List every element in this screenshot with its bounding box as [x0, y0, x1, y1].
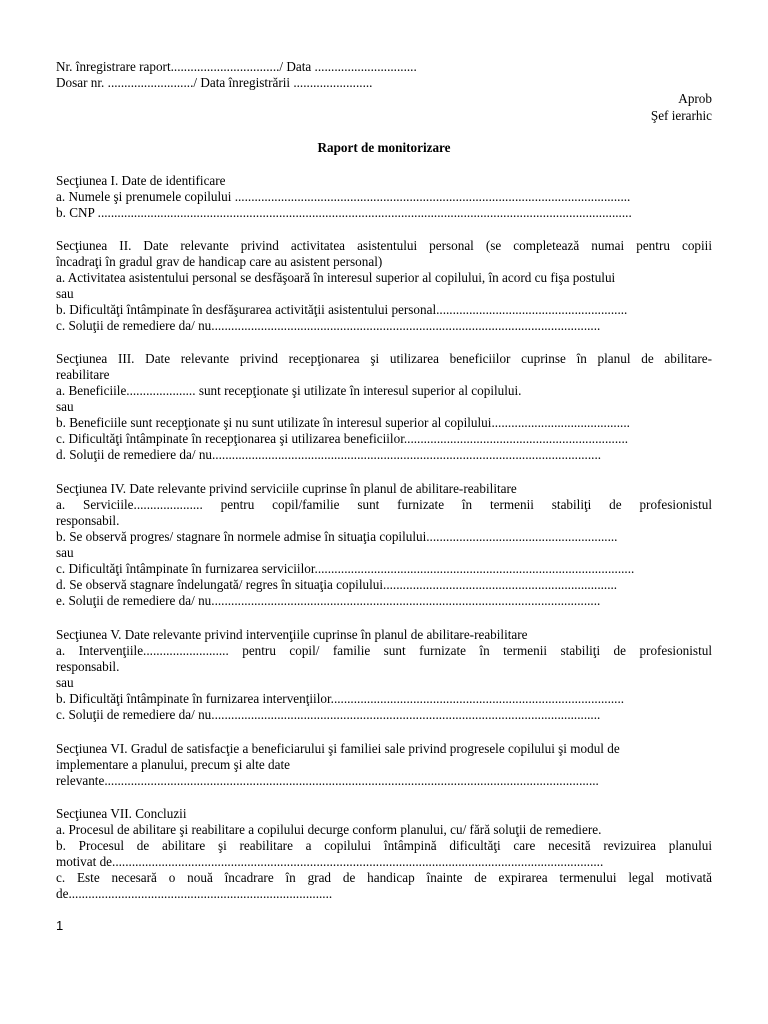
- section-7-line: a. Procesul de abilitare şi reabilitare a copilului decurge conform planului, cu/ fără soluţii de remediere.: [56, 822, 602, 837]
- section-2-line: b. Dificultăţi întâmpinate în desfăşurarea activităţii asistentului personal..........................................................: [56, 302, 628, 317]
- page-number: 1: [56, 918, 64, 933]
- section-4-line: sau: [56, 545, 74, 560]
- section-4-line: e. Soluţii de remediere da/ nu......................................................................................................................: [56, 593, 601, 608]
- section-3-line: d. Soluţii de remediere da/ nu......................................................................................................................: [56, 447, 602, 462]
- section-4-line: c. Dificultăţi întâmpinate în furnizarea serviciilor.................................................................................................: [56, 561, 635, 576]
- section-2-line: c. Soluţii de remediere da/ nu......................................................................................................................: [56, 318, 601, 333]
- section-3-line: c. Dificultăţi întâmpinate în recepţionarea şi utilizarea beneficiilor....................................................................: [56, 431, 629, 446]
- section-4-line: responsabil.: [56, 513, 120, 528]
- section-5-heading: Secţiunea V. Date relevante privind intervenţiile cuprinse în planul de abilitare-reabilitare: [56, 627, 528, 642]
- section-1-line: a. Numele şi prenumele copilului ........................................................................................................................: [56, 189, 631, 204]
- section-7-heading: Secţiunea VII. Concluzii: [56, 806, 187, 821]
- section-1-line: b. CNP ..................................................................................................................................................................: [56, 205, 632, 220]
- section-4-line: a. Serviciile..................... pentru copil/familie sunt furnizate în termenii stabiliţi de profesionistul: [56, 497, 712, 512]
- section-3-line: reabilitare: [56, 367, 110, 382]
- section-2-line: a. Activitatea asistentului personal se desfăşoară în interesul superior al copilului, în acord cu fişa postului: [56, 270, 616, 285]
- section-7-line: motivat de.....................................................................................................................................................: [56, 854, 604, 869]
- section-7-line: de................................................................................: [56, 886, 333, 901]
- section-6-line: relevante......................................................................................................................................................: [56, 773, 599, 788]
- section-3-heading: Secţiunea III. Date relevante privind recepţionarea şi utilizarea beneficiilor cuprinse în planul de abilitare-: [56, 351, 712, 366]
- registration-line: Nr. înregistrare raport................................./ Data ...............................: [56, 59, 417, 74]
- section-3-line: b. Beneficiile sunt recepţionate şi nu sunt utilizate în interesul superior al copilului..........................................: [56, 415, 630, 430]
- section-5-line: sau: [56, 675, 74, 690]
- section-7-line: c. Este necesară o nouă încadrare în grad de handicap înainte de expirarea termenului legal motivată: [56, 870, 712, 885]
- section-6-line: implementare a planului, precum şi alte date: [56, 757, 290, 772]
- approve-label: Aprob: [678, 91, 712, 106]
- section-3-line: sau: [56, 399, 74, 414]
- section-2-line: încadraţi în gradul grav de handicap care au asistent personal): [56, 254, 383, 269]
- section-4-line: d. Se observă stagnare îndelungată/ regres în situaţia copilului.......................................................................: [56, 577, 618, 592]
- section-7-line: b. Procesul de abilitare şi reabilitare a copilului întâmpină dificultăţi care necesită revizuirea planului: [56, 838, 712, 853]
- section-3-line: a. Beneficiile..................... sunt recepţionate şi utilizate în interesul superior al copilului.: [56, 383, 522, 398]
- section-5-line: responsabil.: [56, 659, 120, 674]
- section-5-line: a. Intervenţiile.......................... pentru copil/ familie sunt furnizate în termenii stabiliţi de profesionistul: [56, 643, 712, 658]
- dossier-line: Dosar nr. ........................../ Data înregistrării ........................: [56, 75, 373, 90]
- section-5-line: c. Soluţii de remediere da/ nu......................................................................................................................: [56, 707, 601, 722]
- section-5-line: b. Dificultăţi întâmpinate în furnizarea intervenţiilor.........................................................................................: [56, 691, 625, 706]
- chief-label: Şef ierarhic: [650, 108, 712, 123]
- section-2-heading: Secţiunea II. Date relevante privind activitatea asistentului personal (se completează numai pentru copiii: [56, 238, 712, 253]
- document-title: Raport de monitorizare: [317, 140, 451, 155]
- section-4-heading: Secţiunea IV. Date relevante privind serviciile cuprinse în planul de abilitare-reabilitare: [56, 481, 517, 496]
- section-4-line: b. Se observă progres/ stagnare în normele admise în situaţia copilului..........................................................: [56, 529, 618, 544]
- section-6-heading: Secţiunea VI. Gradul de satisfacţie a beneficiarului şi familiei sale privind progresele copilului şi modul de: [56, 741, 620, 756]
- section-1-heading: Secţiunea I. Date de identificare: [56, 173, 226, 188]
- section-2-line: sau: [56, 286, 74, 301]
